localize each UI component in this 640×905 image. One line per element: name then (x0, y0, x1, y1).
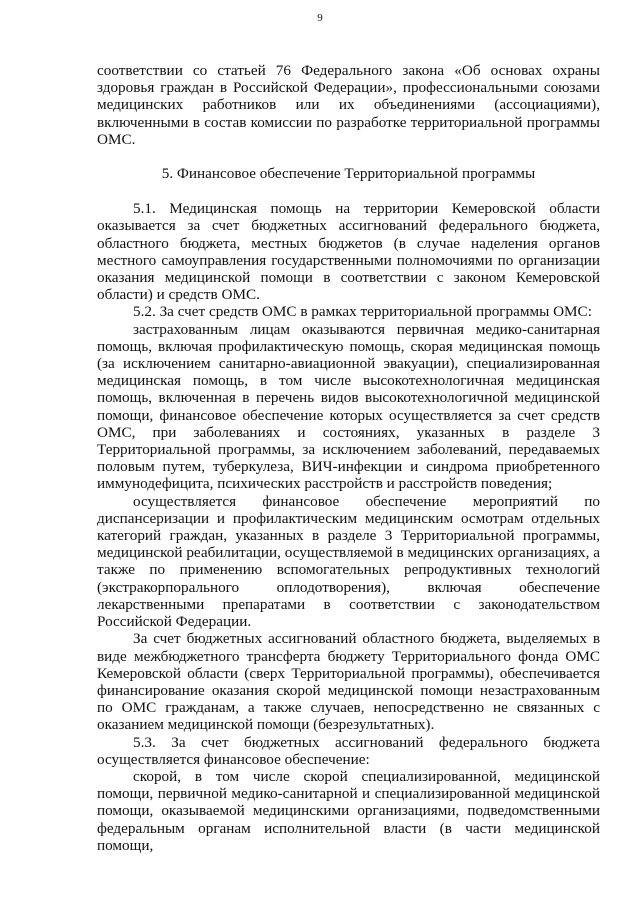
paragraph-5-1: 5.1. Медицинская помощь на территории Кемеровской области оказывается за счет бюджетных ассигнований федерального бюджета, областного бюджета, местных бюджетов (в случае наделения органов местного самоуправления государственными полномочиями по организации оказания медицинской помощи в соответствии с законом Кемеровской области) и средств ОМС. (97, 200, 600, 304)
document-body (97, 62, 600, 854)
paragraph-insured-care: застрахованным лицам оказываются первичная медико-санитарная помощь, включая профилактическую помощь, скорая медицинская помощь (за исключением санитарно-авиационной эвакуации), специализированная медицинская помощь, в том числе высокотехнологичная медицинская помощь, включенная в перечень видов высокотехнологичной медицинской помощи, финансовое обеспечение которых осуществляется за счет средств ОМС, при заболеваниях и состояниях, указанных в разделе 3 Территориальной программы, за исключением заболеваний, передаваемых половым путем, туберкулеза, ВИЧ-инфекции и синдрома приобретенного иммунодефицита, психических расстройств и расстройств поведения; (97, 320, 600, 493)
page-number: 9 (317, 12, 323, 24)
paragraph-regional-budget: За счет бюджетных ассигнований областного бюджета, выделяемых в виде межбюджетного трансферта бюджету Территориального фонда ОМС Кемеровской области (сверх Территориальной программы), обеспечивается финансирование оказания скорой медицинской помощи незастрахованным по ОМС гражданам, а также случаев, непосредственно не связанных с оказанием медицинской помощи (безрезультатных). (97, 630, 600, 734)
paragraph-financing-measures: осуществляется финансовое обеспечение мероприятий по диспансеризации и профилактическим медицинским осмотрам отдельных категорий граждан, указанных в разделе 3 Территориальной программы, медицинской реабилитации, осуществляемой в медицинских организациях, а также по применению вспомогательных репродуктивных технологий (экстракорпорального оплодотворения), включая обеспечение лекарственными препаратами в соответствии с законодательством Российской Федерации. (97, 492, 600, 631)
paragraph-continuation: соответствии со статьей 76 Федерального закона «Об основах охраны здоровья граждан в Российской Федерации», профессиональными союзами медицинских работников или их объединениями (ассоциациями), включенными в состав комиссии по разработке территориальной программы ОМС. (97, 62, 600, 148)
section-heading: 5. Финансовое обеспечение Территориальной программы (161, 165, 536, 183)
paragraph-ambulance-care: скорой, в том числе скорой специализированной, медицинской помощи, первичной медико-санитарной и специализированной медицинской помощи, оказываемой медицинскими организациями, подведомственными федеральным органам исполнительной власти (в части медицинской помощи, (97, 767, 600, 854)
paragraph-5-3: 5.3. За счет бюджетных ассигнований федерального бюджета осуществляется финансовое обеспечение: (97, 733, 600, 768)
paragraph-5-2: 5.2. За счет средств ОМС в рамках территориальной программы ОМС: (133, 303, 592, 321)
